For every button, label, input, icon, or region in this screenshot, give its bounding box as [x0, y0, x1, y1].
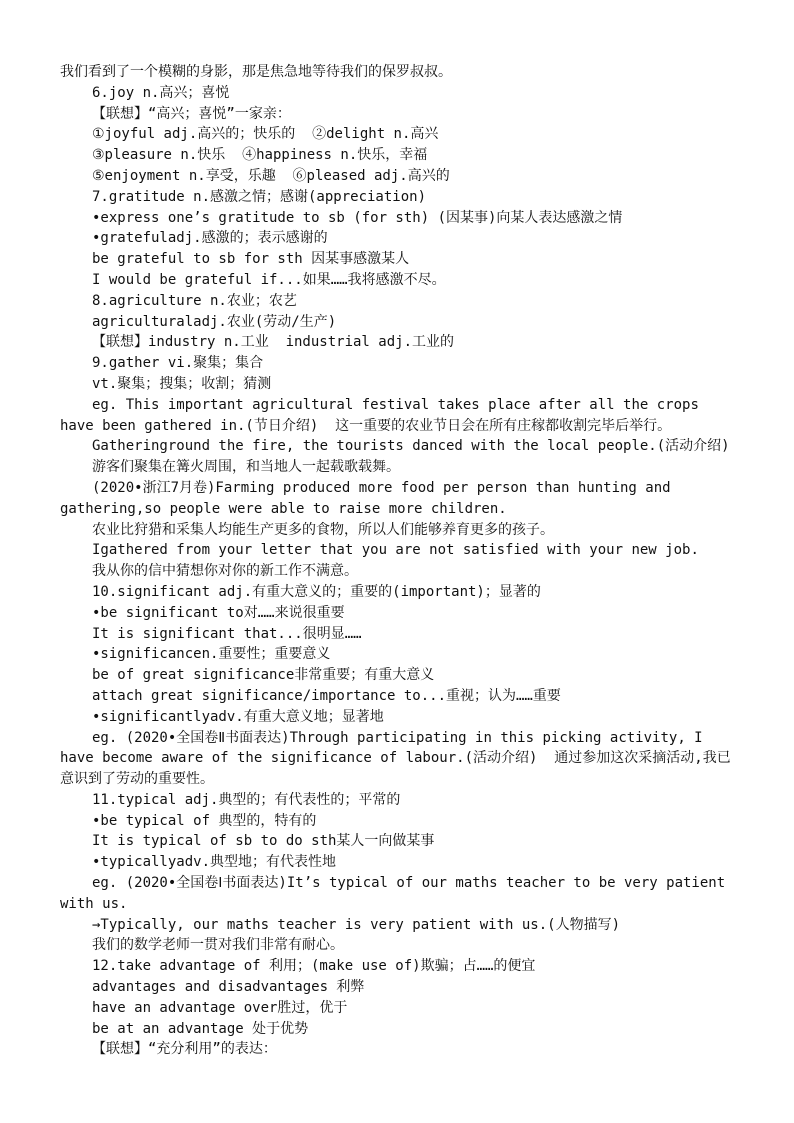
- text-line: 农业比狩猎和采集人均能生产更多的食物，所以人们能够养育更多的孩子。: [92, 521, 554, 538]
- text-line: Igathered from your letter that you are not satisfied with your new job.: [92, 542, 699, 559]
- text-line: •significantlyadv.有重大意义地；显著地: [92, 708, 384, 725]
- text-line: I would be grateful if...如果……我将感激不尽。: [92, 271, 446, 288]
- vocab-entry-gratitude: 7.gratitude n.感激之情；感谢(appreciation): [92, 188, 427, 205]
- text-line: •express one’s gratitude to sb (for sth) (因某事)向某人表达感激之情: [92, 209, 623, 226]
- example-paragraph: eg. (2020•全国卷Ⅱ书面表达)Through participating in this picking activity, I have become aware of the significance of labour.(活动介绍) 通过参加这次采摘活动,我已意识到了劳动的重要性。: [60, 729, 731, 788]
- vocab-entry-agriculture: 8.agriculture n.农业；农艺: [92, 292, 297, 309]
- example-paragraph: (2020•浙江7月卷)Farming produced more food per person than hunting and gathering,so people were able to raise more children.: [60, 479, 680, 517]
- text-line: 我们看到了一个模糊的身影，那是焦急地等待我们的保罗叔叔。: [60, 64, 452, 80]
- text-line: ⑤enjoyment n.享受，乐趣 ⑥pleased adj.高兴的: [92, 167, 450, 184]
- text-line: •gratefuladj.感激的；表示感谢的: [92, 230, 328, 247]
- text-line: be grateful to sb for sth 因某事感激某人: [92, 251, 410, 268]
- text-line: attach great significance/importance to...重视；认为……重要: [92, 687, 561, 704]
- association-heading: 【联想】“充分利用”的表达：: [92, 1041, 277, 1058]
- text-line: It is typical of sb to do sth某人一向做某事: [92, 833, 435, 850]
- text-line: 我们的数学老师一贯对我们非常有耐心。: [92, 937, 344, 954]
- text-line: have an advantage over胜过，优于: [92, 999, 348, 1016]
- example-paragraph: eg. (2020•全国卷Ⅰ书面表达)It’s typical of our maths teacher to be very patient with us.: [60, 875, 734, 912]
- vocab-entry-typical: 11.typical adj.典型的；有代表性的；平常的: [92, 791, 401, 808]
- text-line: ①joyful adj.高兴的；快乐的 ②delight n.高兴: [92, 126, 439, 143]
- text-line: vt.聚集；搜集；收割；猜测: [92, 375, 272, 392]
- document-page: [60, 62, 736, 1060]
- vocab-entry-joy: 6.joy n.高兴；喜悦: [92, 84, 230, 101]
- text-line: •be significant to对……来说很重要: [92, 604, 345, 621]
- example-paragraph: eg. This important agricultural festival takes place after all the crops have been gathered in.(节日介绍) 这一重要的农业节日会在所有庄稼都收割完毕后举行。: [60, 396, 708, 434]
- association-heading: 【联想】industry n.工业 industrial adj.工业的: [92, 334, 455, 351]
- text-line: agriculturaladj.农业(劳动/生产): [92, 313, 337, 330]
- text-line: •significancen.重要性；重要意义: [92, 646, 331, 663]
- vocab-entry-significant: 10.significant adj.有重大意义的；重要的(important)；显著的: [92, 583, 541, 600]
- text-line: ③pleasure n.快乐 ④happiness n.快乐，幸福: [92, 147, 428, 164]
- text-line: 游客们聚集在篝火周围，和当地人一起载歌载舞。: [92, 459, 400, 476]
- text-line: advantages and disadvantages 利弊: [92, 979, 365, 996]
- text-line: •typicallyadv.典型地；有代表性地: [92, 854, 337, 871]
- vocab-entry-take-advantage-of: 12.take advantage of 利用；(make use of)欺骗；占……的便宜: [92, 958, 536, 975]
- text-line: 我从你的信中猜想你对你的新工作不满意。: [92, 563, 358, 580]
- text-line: →Typically, our maths teacher is very patient with us.(人物描写): [92, 916, 621, 933]
- text-line: be of great significance非常重要；有重大意义: [92, 667, 435, 684]
- text-line: Gatheringround the fire, the tourists danced with the local people.(活动介绍): [92, 438, 730, 455]
- text-line: •be typical of 典型的，特有的: [92, 812, 317, 829]
- association-heading: 【联想】“高兴；喜悦”一家亲：: [92, 105, 291, 122]
- text-line: be at an advantage 处于优势: [92, 1020, 309, 1037]
- text-line: It is significant that...很明显……: [92, 625, 362, 642]
- vocab-entry-gather: 9.gather vi.聚集；集合: [92, 355, 264, 372]
